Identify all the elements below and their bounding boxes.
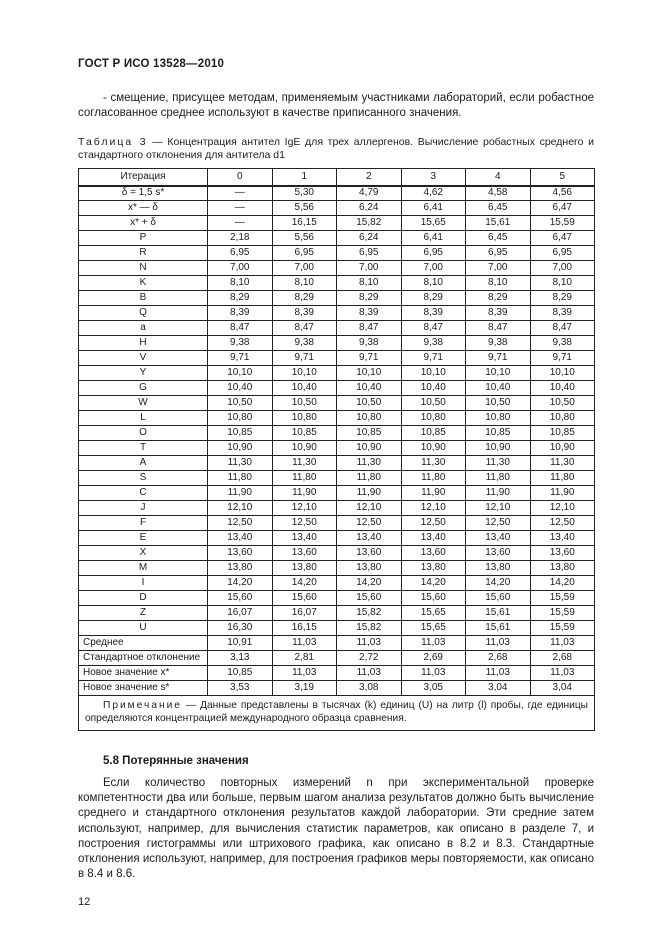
table-caption-label: Таблица 3 (78, 136, 148, 148)
cell-value: 11,03 (401, 636, 466, 651)
table-note-row (79, 696, 595, 731)
cell-value: 13,80 (401, 561, 466, 576)
cell-value: 11,03 (401, 666, 466, 681)
cell-value: 8,10 (208, 276, 273, 291)
cell-value: 10,10 (401, 366, 466, 381)
cell-value: 11,30 (208, 456, 273, 471)
cell-value: 4,56 (530, 186, 595, 201)
cell-value: 8,29 (272, 291, 337, 306)
cell-value: 8,29 (401, 291, 466, 306)
row-label: x* + δ (79, 216, 208, 231)
cell-value: 10,90 (466, 441, 531, 456)
cell-value: 10,10 (272, 366, 337, 381)
cell-value: 9,71 (530, 351, 595, 366)
cell-value: 10,85 (208, 666, 273, 681)
column-header: 1 (272, 169, 337, 186)
cell-value: 9,71 (401, 351, 466, 366)
cell-value: 8,39 (401, 306, 466, 321)
cell-value: 11,80 (401, 471, 466, 486)
cell-value: 10,50 (530, 396, 595, 411)
table-row (79, 306, 595, 321)
cell-value: — (208, 216, 273, 231)
cell-value: 11,30 (272, 456, 337, 471)
table-row (79, 396, 595, 411)
row-label: M (79, 561, 208, 576)
row-label: D (79, 591, 208, 606)
cell-value: 15,60 (337, 591, 402, 606)
cell-value: 8,10 (466, 276, 531, 291)
row-label: R (79, 246, 208, 261)
cell-value: 10,50 (401, 396, 466, 411)
row-label: C (79, 486, 208, 501)
cell-value: 10,90 (530, 441, 595, 456)
cell-value: 16,07 (208, 606, 273, 621)
cell-value: 15,65 (401, 216, 466, 231)
row-label: P (79, 231, 208, 246)
cell-value: 13,80 (466, 561, 531, 576)
cell-value: 3,53 (208, 681, 273, 696)
cell-value: 13,40 (401, 531, 466, 546)
cell-value: 8,10 (272, 276, 337, 291)
table-row (79, 576, 595, 591)
cell-value: 11,90 (530, 486, 595, 501)
table-row (79, 246, 595, 261)
cell-value: 13,80 (530, 561, 595, 576)
table-row (79, 426, 595, 441)
table-row (79, 291, 595, 306)
cell-value: — (208, 201, 273, 216)
table-row (79, 351, 595, 366)
cell-value: 3,08 (337, 681, 402, 696)
cell-value: 13,80 (272, 561, 337, 576)
table-row (79, 621, 595, 636)
table-row (79, 216, 595, 231)
cell-value: 10,10 (530, 366, 595, 381)
row-label: x* — δ (79, 201, 208, 216)
cell-value: 8,47 (401, 321, 466, 336)
cell-value: 13,60 (530, 546, 595, 561)
cell-value: 10,85 (272, 426, 337, 441)
cell-value: 2,68 (466, 651, 531, 666)
cell-value: 13,60 (208, 546, 273, 561)
column-header: 5 (530, 169, 595, 186)
cell-value: 6,95 (337, 246, 402, 261)
cell-value: 10,80 (530, 411, 595, 426)
table-row (79, 381, 595, 396)
cell-value: 15,59 (530, 591, 595, 606)
cell-value: 12,10 (208, 501, 273, 516)
table-row (79, 261, 595, 276)
cell-value: 9,38 (272, 336, 337, 351)
cell-value: 13,40 (466, 531, 531, 546)
table-row (79, 456, 595, 471)
cell-value: 11,03 (272, 666, 337, 681)
cell-value: 12,10 (401, 501, 466, 516)
cell-value: 14,20 (272, 576, 337, 591)
cell-value: 8,47 (466, 321, 531, 336)
section-heading-5-8: 5.8 Потерянные значения (103, 755, 249, 767)
cell-value: 15,82 (337, 606, 402, 621)
cell-value: 12,10 (337, 501, 402, 516)
cell-value: 7,00 (272, 261, 337, 276)
cell-value: 8,10 (530, 276, 595, 291)
cell-value: 6,24 (337, 201, 402, 216)
cell-value: 8,47 (208, 321, 273, 336)
row-label: Y (79, 366, 208, 381)
cell-value: 11,80 (466, 471, 531, 486)
cell-value: 11,03 (530, 636, 595, 651)
table-row (79, 366, 595, 381)
cell-value: 10,80 (208, 411, 273, 426)
cell-value: 10,85 (208, 426, 273, 441)
table-row (79, 201, 595, 216)
cell-value: 10,40 (466, 381, 531, 396)
row-label: S (79, 471, 208, 486)
cell-value: 7,00 (401, 261, 466, 276)
cell-value: 15,61 (466, 216, 531, 231)
cell-value: 10,50 (208, 396, 273, 411)
cell-value: 7,00 (530, 261, 595, 276)
cell-value: 6,95 (272, 246, 337, 261)
column-header: 3 (401, 169, 466, 186)
cell-value: 6,41 (401, 201, 466, 216)
cell-value: 15,60 (401, 591, 466, 606)
table-row (79, 606, 595, 621)
cell-value: 11,30 (337, 456, 402, 471)
cell-value: 11,30 (466, 456, 531, 471)
table-note-text: — Данные представлены в тысячах (k) единиц (U) на литр (l) пробы, где единицы определяются концентрацией международного образца сравнения. (85, 700, 588, 724)
cell-value: 9,38 (208, 336, 273, 351)
table-row (79, 591, 595, 606)
cell-value: 9,38 (337, 336, 402, 351)
cell-value: 10,50 (337, 396, 402, 411)
cell-value: 8,47 (337, 321, 402, 336)
table-row (79, 336, 595, 351)
cell-value: 10,80 (272, 411, 337, 426)
cell-value: 12,50 (530, 516, 595, 531)
table-header-row (79, 169, 595, 186)
cell-value: 10,85 (337, 426, 402, 441)
cell-value: 5,56 (272, 231, 337, 246)
cell-value: 11,03 (466, 666, 531, 681)
cell-value: 4,58 (466, 186, 531, 201)
cell-value: 10,10 (466, 366, 531, 381)
cell-value: 13,60 (401, 546, 466, 561)
table-row (79, 636, 595, 651)
cell-value: 10,90 (272, 441, 337, 456)
cell-value: 3,04 (466, 681, 531, 696)
table-note-label: Примечание (103, 700, 182, 711)
row-label: N (79, 261, 208, 276)
row-label: W (79, 396, 208, 411)
row-label: G (79, 381, 208, 396)
cell-value: 11,80 (530, 471, 595, 486)
row-label: X (79, 546, 208, 561)
cell-value: 3,04 (530, 681, 595, 696)
cell-value: 7,00 (337, 261, 402, 276)
row-label: a (79, 321, 208, 336)
cell-value: 11,90 (337, 486, 402, 501)
cell-value: 15,61 (466, 606, 531, 621)
cell-value: 6,47 (530, 201, 595, 216)
cell-value: 13,40 (208, 531, 273, 546)
cell-value: 9,71 (272, 351, 337, 366)
row-label: I (79, 576, 208, 591)
cell-value: 2,69 (401, 651, 466, 666)
cell-value: 10,40 (530, 381, 595, 396)
row-label: E (79, 531, 208, 546)
cell-value: 8,47 (530, 321, 595, 336)
cell-value: 10,91 (208, 636, 273, 651)
table-row (79, 681, 595, 696)
cell-value: 13,40 (337, 531, 402, 546)
table-row (79, 471, 595, 486)
cell-value: 11,30 (401, 456, 466, 471)
cell-value: 12,50 (466, 516, 531, 531)
section-body-paragraph: Если количество повторных измерений n при экспериментальной проверке компетентности два или больше, первым шагом анализа результатов должно быть вычисление среднего и стандартного отклонения результатов каждой лаборатории. Эти средние затем используют, например, для вычисления статистик параметров, как описано в разделе 7, и построения гистограммы или штрихового графика, как описано в 8.2 и 8.3. Стандартные отклонения используют, например, для построения графиков меры повторяемости, как описано в 8.4 и 8.6. (78, 777, 594, 881)
table-row (79, 276, 595, 291)
cell-value: 10,10 (208, 366, 273, 381)
cell-value: 11,30 (530, 456, 595, 471)
cell-value: 14,20 (337, 576, 402, 591)
row-label: O (79, 426, 208, 441)
cell-value: 9,71 (466, 351, 531, 366)
cell-value: 10,10 (337, 366, 402, 381)
cell-value: 8,29 (337, 291, 402, 306)
column-header: 4 (466, 169, 531, 186)
table-row (79, 561, 595, 576)
row-label: V (79, 351, 208, 366)
table-row (79, 501, 595, 516)
cell-value: 9,71 (337, 351, 402, 366)
cell-value: 2,81 (272, 651, 337, 666)
row-label: Стандартное отклонение (79, 651, 208, 666)
cell-value: 15,61 (466, 621, 531, 636)
cell-value: 13,80 (337, 561, 402, 576)
column-header: 2 (337, 169, 402, 186)
cell-value: 13,40 (272, 531, 337, 546)
cell-value: 12,10 (466, 501, 531, 516)
cell-value: 15,82 (337, 621, 402, 636)
row-label: T (79, 441, 208, 456)
row-label: K (79, 276, 208, 291)
table-row (79, 546, 595, 561)
row-label: δ = 1,5 s* (79, 186, 208, 201)
cell-value: 12,10 (530, 501, 595, 516)
row-label: Среднее (79, 636, 208, 651)
cell-value: 15,65 (401, 621, 466, 636)
cell-value: 3,05 (401, 681, 466, 696)
cell-value: 15,59 (530, 216, 595, 231)
row-label: U (79, 621, 208, 636)
cell-value: 15,60 (208, 591, 273, 606)
cell-value: 6,95 (530, 246, 595, 261)
table-row (79, 666, 595, 681)
cell-value: 12,50 (208, 516, 273, 531)
cell-value: 10,40 (208, 381, 273, 396)
cell-value: 8,29 (530, 291, 595, 306)
row-label: Z (79, 606, 208, 621)
cell-value: 11,90 (466, 486, 531, 501)
cell-value: 14,20 (208, 576, 273, 591)
cell-value: 3,19 (272, 681, 337, 696)
table-caption (78, 136, 594, 162)
cell-value: 10,80 (466, 411, 531, 426)
cell-value: 13,60 (337, 546, 402, 561)
cell-value: 11,90 (208, 486, 273, 501)
cell-value: 6,45 (466, 231, 531, 246)
document-title: ГОСТ Р ИСО 13528—2010 (78, 58, 225, 70)
cell-value: 15,65 (401, 606, 466, 621)
cell-value: 11,03 (530, 666, 595, 681)
cell-value: 10,40 (337, 381, 402, 396)
page-number: 12 (78, 896, 91, 909)
cell-value: 7,00 (466, 261, 531, 276)
cell-value: 10,80 (401, 411, 466, 426)
iteration-table-body (79, 186, 595, 696)
cell-value: 11,80 (272, 471, 337, 486)
cell-value: 4,62 (401, 186, 466, 201)
cell-value: 13,80 (208, 561, 273, 576)
table-row (79, 531, 595, 546)
cell-value: 8,29 (466, 291, 531, 306)
cell-value: 8,39 (337, 306, 402, 321)
table-note-cell (79, 696, 595, 731)
cell-value: 16,30 (208, 621, 273, 636)
cell-value: 9,38 (466, 336, 531, 351)
table-row (79, 441, 595, 456)
table-row (79, 516, 595, 531)
cell-value: 8,47 (272, 321, 337, 336)
table-row (79, 231, 595, 246)
cell-value: 15,60 (272, 591, 337, 606)
cell-value: 10,80 (337, 411, 402, 426)
cell-value: 14,20 (530, 576, 595, 591)
cell-value: 11,80 (208, 471, 273, 486)
cell-value: 10,40 (401, 381, 466, 396)
cell-value: 16,07 (272, 606, 337, 621)
cell-value: 8,10 (401, 276, 466, 291)
cell-value: 8,39 (530, 306, 595, 321)
table-row (79, 186, 595, 201)
row-label: H (79, 336, 208, 351)
cell-value: 11,03 (337, 666, 402, 681)
cell-value: 5,30 (272, 186, 337, 201)
cell-value: — (208, 186, 273, 201)
cell-value: 14,20 (401, 576, 466, 591)
cell-value: 16,15 (272, 621, 337, 636)
cell-value: 9,38 (401, 336, 466, 351)
cell-value: 12,50 (337, 516, 402, 531)
cell-value: 9,38 (530, 336, 595, 351)
table-row (79, 321, 595, 336)
row-label: A (79, 456, 208, 471)
cell-value: 13,40 (530, 531, 595, 546)
cell-value: 8,39 (272, 306, 337, 321)
cell-value: 12,10 (272, 501, 337, 516)
cell-value: 11,03 (337, 636, 402, 651)
iteration-table (78, 168, 595, 731)
cell-value: 3,13 (208, 651, 273, 666)
cell-value: 10,85 (466, 426, 531, 441)
table-row (79, 651, 595, 666)
cell-value: 6,41 (401, 231, 466, 246)
cell-value: 8,39 (466, 306, 531, 321)
row-label: B (79, 291, 208, 306)
cell-value: 13,60 (466, 546, 531, 561)
cell-value: 8,10 (337, 276, 402, 291)
cell-value: 10,90 (337, 441, 402, 456)
cell-value: 6,95 (466, 246, 531, 261)
cell-value: 11,90 (272, 486, 337, 501)
cell-value: 11,90 (401, 486, 466, 501)
table-row (79, 411, 595, 426)
cell-value: 14,20 (466, 576, 531, 591)
row-label: L (79, 411, 208, 426)
cell-value: 7,00 (208, 261, 273, 276)
cell-value: 15,60 (466, 591, 531, 606)
cell-value: 12,50 (272, 516, 337, 531)
table-row (79, 486, 595, 501)
cell-value: 15,82 (337, 216, 402, 231)
cell-value: 12,50 (401, 516, 466, 531)
cell-value: 15,59 (530, 606, 595, 621)
cell-value: 10,50 (466, 396, 531, 411)
cell-value: 6,45 (466, 201, 531, 216)
cell-value: 2,18 (208, 231, 273, 246)
row-label: J (79, 501, 208, 516)
cell-value: 5,56 (272, 201, 337, 216)
row-label: Новое значение s* (79, 681, 208, 696)
row-label: Q (79, 306, 208, 321)
cell-value: 6,24 (337, 231, 402, 246)
column-header: Итерация (79, 169, 208, 186)
cell-value: 6,95 (208, 246, 273, 261)
row-label: Новое значение x* (79, 666, 208, 681)
cell-value: 2,72 (337, 651, 402, 666)
cell-value: 6,47 (530, 231, 595, 246)
cell-value: 11,80 (337, 471, 402, 486)
cell-value: 9,71 (208, 351, 273, 366)
cell-value: 10,50 (272, 396, 337, 411)
table-note (85, 699, 588, 725)
cell-value: 15,59 (530, 621, 595, 636)
cell-value: 10,85 (401, 426, 466, 441)
cell-value: 16,15 (272, 216, 337, 231)
cell-value: 10,85 (530, 426, 595, 441)
cell-value: 2,68 (530, 651, 595, 666)
cell-value: 4,79 (337, 186, 402, 201)
column-header: 0 (208, 169, 273, 186)
cell-value: 11,03 (466, 636, 531, 651)
cell-value: 8,39 (208, 306, 273, 321)
intro-paragraph: - смещение, присущее методам, применяемым участниками лабораторий, если робастное согласованное среднее используют в качестве приписанного значения. (78, 92, 594, 119)
cell-value: 10,90 (401, 441, 466, 456)
cell-value: 11,03 (272, 636, 337, 651)
row-label: F (79, 516, 208, 531)
cell-value: 6,95 (401, 246, 466, 261)
cell-value: 13,60 (272, 546, 337, 561)
cell-value: 10,40 (272, 381, 337, 396)
cell-value: 8,29 (208, 291, 273, 306)
table-caption-text: — Концентрация антител IgE для трех аллергенов. Вычисление робастных среднего и стандартного отклонения для антитела d1 (78, 136, 594, 161)
cell-value: 10,90 (208, 441, 273, 456)
